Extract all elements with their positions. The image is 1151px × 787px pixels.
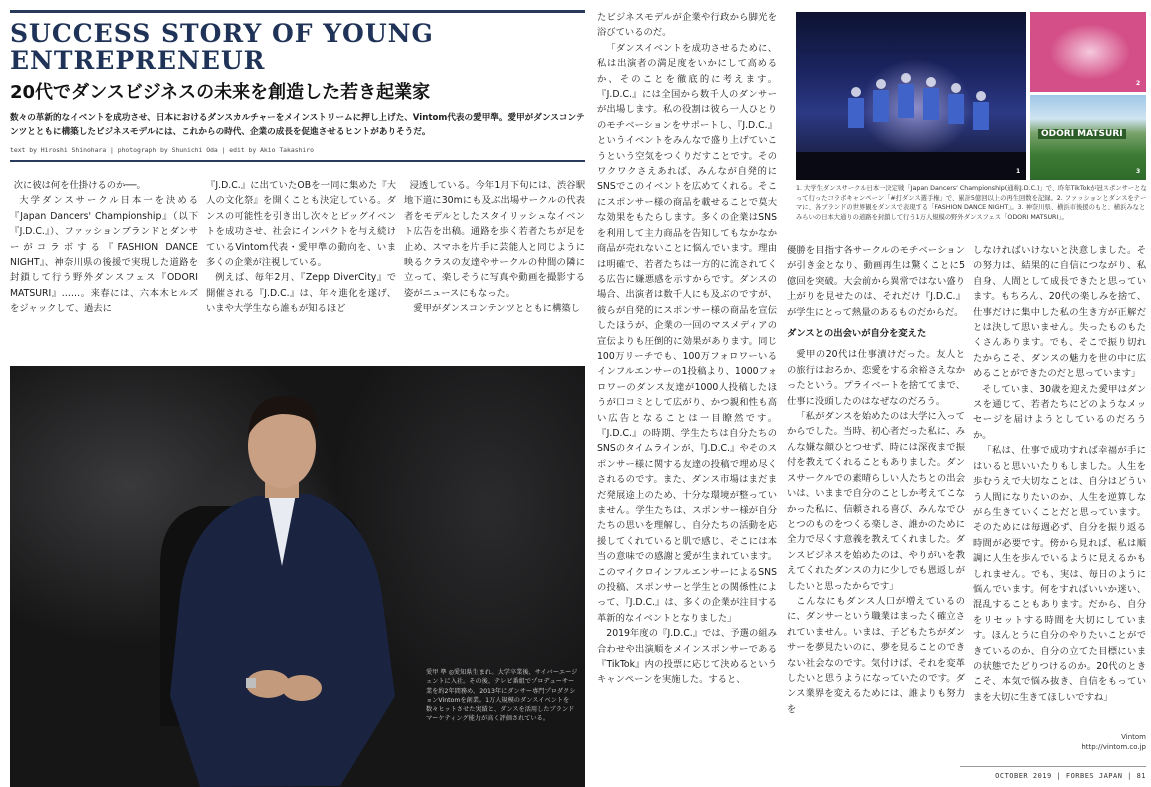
dancers-illustration: [796, 12, 1026, 180]
vintom-name: Vintom: [1121, 733, 1146, 741]
portrait-figure: [10, 366, 585, 787]
paragraph: 優勝を目指す各サークルのモチベーションが引き金となり、動画再生は驚くことに5億回を突破。大会前から異常ではない盛り上がりを見せたのは、それだけ『J.D.C.』が学生にとって熱量のあるものだからだ。: [787, 245, 965, 318]
paragraph: 『J.D.C.』に出ていたOBを一同に集めた『大人の文化祭』を開くことも決定している。ダンスの可能性を引き出し次々とビッグイベントを成功させ、社会にインパクトを与え続けているVintom代表・愛甲準の動向を、いま多くの企業が注視している。: [206, 180, 396, 269]
paragraph: こんなにもダンス人口が増えているのに、ダンサーという職業はまったく確立されていません。いまは、子どもたちがダンサーを夢見たいのに、夢を見ることのできない社会なのです。気付けば、それを変革したいと思うようになっていたのです。ダンス業界を変えるためには、誰よりも努力を: [787, 595, 965, 715]
article-credits: text by Hiroshi Shinohara | photograph by Shunichi Oda | edit by Akio Takashiro: [10, 146, 314, 154]
text-column-4: [597, 10, 777, 688]
event-stage-photo: [796, 12, 1026, 180]
header-divider: [10, 160, 585, 162]
article-lead: 数々の革新的なイベントを成功させ、日本におけるダンスカルチャーをメインストリームに押し上げた、Vintom代表の愛甲準。愛甲がダンスコンテンツとともに構築したビジネスモデルには、これからの時代、企業の成長を促進させるヒントがありそうだ。: [10, 113, 585, 137]
paragraph: 例えば、毎年2月、『Zepp DiverCity』で開催される『J.D.C.』は、年々進化を遂げ、いまや大学生なら誰もが知るほど: [206, 272, 396, 315]
paragraph: しなければいけないと決意しました。その努力は、結果的に自信につながり、私自身、人間として成長できたと思っています。もちろん、20代の楽しみを捨て、仕事だけに集中した私の生き方が正解だとは決して思いません。失ったものもたくさんあります。でも、そこで振り切れたからこそ、ダンスの魅力を世の中に広めることができたのだと思っています」: [973, 245, 1146, 380]
photos-caption: 1. 大学生ダンスサークル日本一決定戦「Japan Dancers' Championship(通称J.D.C.)」で、昨年TikTokが冠スポンサーとなって行ったコラボキャンペーン「#打ダンス選手権」で、累計5億回以上の再生回数を記録。2. ファッションとダンスをテーマに、各ブランドの世界観をダンスで表現する「FASHION DANCE NIGHT」。3. 神奈川県、横浜市後援のもと、横浜みなとみらいの日本大通りの道路を封鎖して行う1万人規模の野外ダンスフェス「ODORI MATSURI」。: [796, 185, 1147, 222]
page-footer: OCTOBER 2019 | FORBES JAPAN | 81: [995, 772, 1146, 780]
odori-matsuri-photo: [1030, 95, 1146, 180]
top-rule: [10, 10, 585, 13]
text-column-5: [787, 243, 965, 717]
paragraph: たビジネスモデルが企業や行政から脚光を浴びているのだ。: [597, 12, 777, 39]
paragraph: 大学ダンスサークル日本一を決める『Japan Dancers' Championship』（以下『J.D.C.』）、ファッションブランドとダンサーがコラボする『FASHION DANCE NIGHT』、神奈川県の後援で実現した道路を封鎖して行う野外ダンスフェス『ODORI MATSURI』……。来春には、六本木ヒルズをジャックして、過去に: [10, 195, 198, 315]
footer-rule: [960, 766, 1146, 767]
paragraph: 愛甲の20代は仕事漬けだった。友人との旅行はおろか、恋愛をする余裕さえなかったという。プライベートを捨ててまで、仕事に没頭したのはなぜなのだろう。: [787, 349, 965, 407]
vintom-url: http://vintom.co.jp: [1081, 743, 1146, 751]
paragraph: 次に彼は何を仕掛けるのか──。: [13, 180, 146, 191]
paragraph: 「私がダンスを始めたのは大学に入ってからでした。当時、初心者だった私に、みんな嫌な顔ひとつせず、時には深夜まで振付を教えてくれることもありました。ダンスサークルでの素晴らしい人たちとの出会いは、いままで自分のことしか考えてこなかった私に、信頼される喜び、みんなでひとつのものをつくる楽しさ、誰かのために全力で尽くす意義を教えてくれました。ダンスビジネスを始めたのは、やりがいを教えてくれたダンスの力に少しでも恩返しがしたいと思ったからです」: [787, 411, 965, 592]
paragraph: 「ダンスイベントを成功させるために、私は出演者の満足度をいかにして高めるか、そのことを徹底的に考えます。『J.D.C.』には全国から数千人のダンサーが出場します。私の役割は彼ら一人ひとりのモチベーションをサポートし、『J.D.C.』というイベントをみんなで盛り上げていこうという空気をつくりだすことです。そのワクワクさえあれば、みんなが自発的にSNSでこのイベントを広めてくれる。そこにスポンサー様の商品を載せることで莫大な効果をもたらします。多くの企業はSNSを利用して主力商品を告知してもなかなか商品が売れないことに悩んでいます。理由は明確で、若者たちは一方的に流されてくる広告に嫌悪感を示すからです。ダンスの場合、出演者は数千人にも及ぶのですが、彼らが自発的にスポンサー様の商品を宣伝したほうが、企業の一回のマスメディアの宣伝よりも圧倒的に効果があります。同じ100万リーチでも、100万フォロワーいるインフルエンサーの1投稿より、1000フォロワーのダンス友達が1000人投稿したほうが口コミとして広がり、かつ親和性も高い広告となることは一目瞭然です。『J.D.C.』の時期、学生たちは自分たちのSNSのタイムラインが、『J.D.C.』やそのスポンサー様に関する友達の投稿で埋め尽くされるのです。また、ダンス市場はまだまだ発展途上のため、十分な環境が整っていません。学生たちは、スポンサー様が自分たちの思いを理解し、自分たちの活動を応援してくれていると肌で感じ、そこには本当の意味での感謝と愛が生まれています。このマイクロインフルエンサーによるSNSの投稿、スポンサーと学生との関係性によって、『J.D.C.』は、多くの企業が注目する革新的なイベントとなりました」: [597, 42, 777, 624]
photo-number-3: 3: [1136, 168, 1141, 175]
text-column-6: [973, 243, 1146, 705]
portrait-caption: 愛甲 準 ◎愛知県生まれ。大学卒業後、サイバーエージェントに入社。その後、テレビ番組でプロデューサー業を約2年間務め、2013年にダンサー専門プロダクションVintomを創業。1万人規模のダンスイベントを数々ヒットさせた実績と、ダンスを活用したブランドマーケティング能力が高く評価されている。: [426, 669, 578, 723]
paragraph: 「私は、仕事で成功すれば幸福が手にはいると思いいたりもしました。人生を歩むうえで大切なことは、自分はどういう人間になりたいのか、人生を逆算しながら生きていくことだと思っています。そのためには毎週必ず、自分を振り返る時間が必要です。傍から見れば、私は順調に人生を歩んでいるように見えるかもしれません。でも、実は、毎日のように悩んでいます。何をすればいいか迷い、混乱することもあります。だから、自分をリセットする時間を大切にしています。ほんとうに自分のやりたいことができているのか、自分の立てた目標にいまの状態でたどりつけるのか。20代のときこそ、本気で悩み抜き、自信をもっていまを大切に生きてほしいですね」: [973, 445, 1146, 703]
photo-number-2: 2: [1136, 80, 1141, 87]
portrait-photo: [10, 366, 585, 787]
paragraph: そしていま、30歳を迎えた愛甲はダンスを通じて、若者たちにどのようなメッセージを届けようとしているのだろうか。: [973, 383, 1146, 441]
article-title-english: SUCCESS STORY OF YOUNG ENTREPRENEUR: [10, 19, 434, 75]
paragraph: 2019年度の『J.D.C.』では、予選の組み合わせや出演順をメインスポンサーである『TikTok』内の投票に応じて決めるというキャンペーンを実施した。すると、: [597, 628, 777, 686]
section-subhead: ダンスとの出会いが自分を変えた: [787, 328, 927, 340]
paragraph: 浸透している。今年1月下旬には、渋谷駅地下道に30mにも及ぶ出場サークルの代表者をモデルとしたスタイリッシュなイベント広告を出稿。通路を歩く若者たちが足を止め、スマホを片手に芸能人と同じように映るクラスの友達やサークルの仲間の隣に立って、楽しそうに写真や動画を撮影する姿がニュースにもなった。: [404, 180, 585, 299]
paragraph: 愛甲がダンスコンテンツとともに構築し: [413, 303, 580, 315]
text-column-1: [10, 178, 198, 317]
text-column-2: [206, 178, 396, 317]
text-column-3: [404, 178, 585, 317]
vintom-credit: [1000, 732, 1146, 752]
fashion-night-photo: [1030, 12, 1146, 92]
photo-number-1: 1: [1016, 168, 1021, 175]
article-title-japanese: 20代でダンスビジネスの未来を創造した若き起業家: [10, 82, 431, 103]
odori-matsuri-sign: ODORI MATSURI: [1038, 129, 1126, 139]
